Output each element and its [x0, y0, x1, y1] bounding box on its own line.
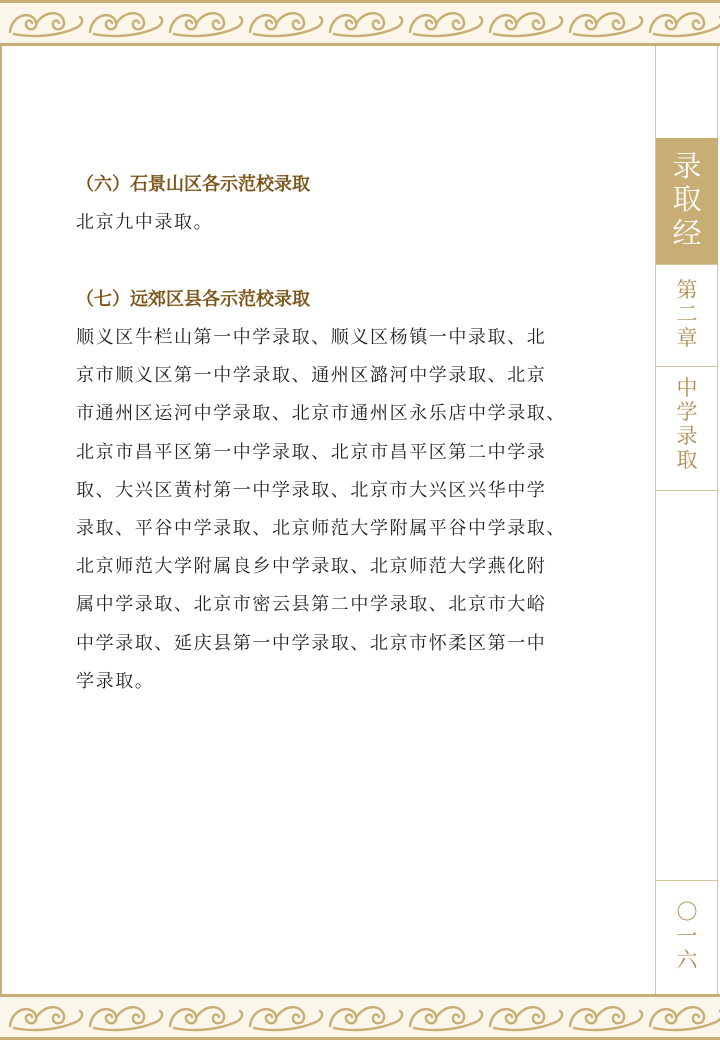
section-7-line: 学录取。: [76, 670, 155, 692]
section-7-line: 市通州区运河中学录取、北京市通州区永乐店中学录取、: [76, 403, 566, 425]
cloud-motif: [250, 13, 322, 36]
section-7-line: 属中学录取、北京市密云县第二中学录取、北京市大峪: [76, 594, 547, 616]
cloud-motif: [90, 1007, 162, 1030]
section-7-line: 录取、平谷中学录取、北京师范大学附属平谷中学录取、: [76, 518, 566, 539]
sidebar-char: 〇: [676, 900, 698, 924]
section-6-line: 北京九中录取。: [76, 212, 214, 233]
section-heading-6: （六）石景山区各示范校录取: [76, 174, 310, 195]
sidebar-book-title: [656, 138, 718, 264]
cloud-motif: [490, 13, 562, 36]
section-7-line: 北京市昌平区第一中学录取、北京市昌平区第二中学录: [76, 441, 547, 463]
cloud-motif: [170, 1007, 242, 1030]
cloud-motif: [330, 1007, 402, 1030]
sidebar-char: 取: [672, 182, 702, 217]
sidebar-page-number: [656, 896, 718, 986]
cloud-motif: [490, 1007, 562, 1030]
sidebar-char: 学: [676, 400, 698, 425]
sidebar-char: 录: [672, 149, 702, 183]
sidebar-char: 二: [676, 302, 698, 327]
sidebar-separator: [656, 490, 718, 491]
sidebar-char: 章: [676, 326, 698, 351]
section-7-line: 取、大兴区黄村第一中学录取、北京市大兴区兴华中学: [76, 479, 547, 501]
cloud-motif: [570, 1007, 642, 1030]
cloud-motif: [330, 13, 402, 36]
cloud-motif: [90, 13, 162, 36]
sidebar-char: 第: [676, 278, 698, 302]
sidebar-separator: [656, 264, 718, 265]
sidebar-char: 取: [676, 448, 698, 473]
sidebar-char: 录: [676, 424, 698, 449]
sidebar-char: 六: [676, 948, 698, 973]
cloud-pattern-bottom: [0, 994, 720, 1040]
cloud-motif: [650, 13, 720, 36]
sidebar-separator: [656, 880, 718, 881]
sidebar-separator: [656, 366, 718, 367]
cloud-pattern-top: [0, 0, 720, 46]
cloud-motif: [410, 13, 482, 36]
cloud-motif: [10, 13, 82, 36]
bottom-decorative-border: [0, 994, 720, 1040]
sidebar-char: 经: [672, 215, 702, 250]
cloud-motif: [10, 1007, 82, 1030]
sidebar-section: [656, 370, 718, 490]
cloud-motif: [250, 1007, 322, 1030]
section-7-line: 京市顺义区第一中学录取、通州区潞河中学录取、北京: [76, 365, 547, 387]
cloud-motif: [650, 1007, 720, 1030]
top-decorative-border: [0, 0, 720, 46]
section-7-line: 顺义区牛栏山第一中学录取、顺义区杨镇一中录取、北: [76, 327, 547, 348]
section-heading-7: （七）远郊区县各示范校录取: [76, 289, 310, 310]
section-7-line: 中学录取、延庆县第一中学录取、北京市怀柔区第一中: [76, 632, 547, 654]
cloud-motif: [410, 1007, 482, 1030]
cloud-motif: [570, 13, 642, 36]
cloud-motif: [170, 13, 242, 36]
sidebar-chapter: [656, 270, 718, 364]
sidebar-char: 一: [676, 924, 698, 949]
section-7-line: 北京师范大学附属良乡中学录取、北京师范大学燕化附: [76, 556, 547, 578]
sidebar-char: 中: [676, 376, 698, 400]
